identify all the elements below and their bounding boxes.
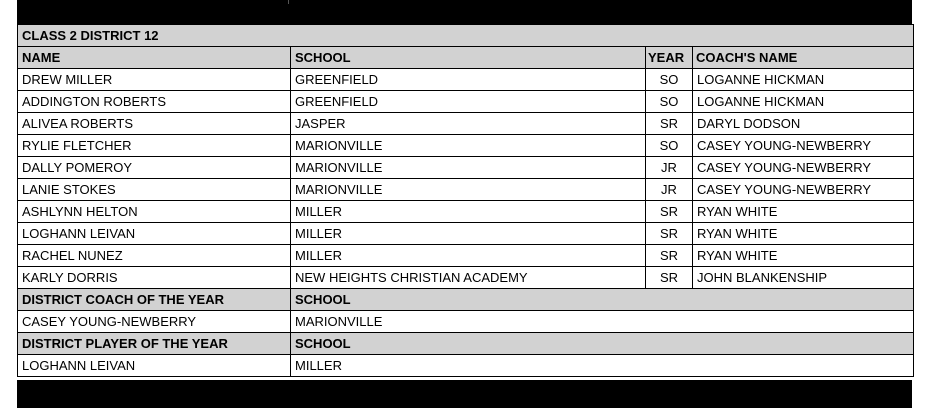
player-of-year-label: DISTRICT PLAYER OF THE YEAR	[18, 333, 291, 355]
table-row	[18, 201, 914, 223]
all-district-table	[17, 24, 914, 377]
coach-of-year-name: CASEY YOUNG-NEWBERRY	[18, 311, 291, 333]
player-coach: CASEY YOUNG-NEWBERRY	[693, 179, 914, 201]
player-name: KARLY DORRIS	[18, 267, 291, 289]
player-name: RYLIE FLETCHER	[18, 135, 291, 157]
bottom-black-bar	[17, 380, 912, 408]
player-name: ASHLYNN HELTON	[18, 201, 291, 223]
coach-of-year-school-label: SCHOOL	[291, 289, 914, 311]
player-name: RACHEL NUNEZ	[18, 245, 291, 267]
player-coach: RYAN WHITE	[693, 245, 914, 267]
player-year: JR	[646, 179, 693, 201]
player-school: MARIONVILLE	[291, 135, 646, 157]
player-coach: JOHN BLANKENSHIP	[693, 267, 914, 289]
player-school: MARIONVILLE	[291, 179, 646, 201]
table-row	[18, 135, 914, 157]
player-name: ADDINGTON ROBERTS	[18, 91, 291, 113]
table-row	[18, 69, 914, 91]
player-name: ALIVEA ROBERTS	[18, 113, 291, 135]
header-coach: COACH'S NAME	[693, 47, 914, 69]
player-coach: LOGANNE HICKMAN	[693, 91, 914, 113]
player-year: SO	[646, 91, 693, 113]
divider	[288, 0, 289, 4]
table-row	[18, 179, 914, 201]
player-of-year-school: MILLER	[291, 355, 914, 377]
player-coach: RYAN WHITE	[693, 201, 914, 223]
player-year: SR	[646, 245, 693, 267]
player-of-year-row	[18, 355, 914, 377]
player-coach: DARYL DODSON	[693, 113, 914, 135]
coach-of-year-row	[18, 311, 914, 333]
player-school: MILLER	[291, 245, 646, 267]
player-coach: LOGANNE HICKMAN	[693, 69, 914, 91]
header-school: SCHOOL	[291, 47, 646, 69]
player-school: GREENFIELD	[291, 69, 646, 91]
district-title-row	[18, 25, 914, 47]
table-row	[18, 113, 914, 135]
header-row	[18, 47, 914, 69]
coach-of-year-school: MARIONVILLE	[291, 311, 914, 333]
table-row	[18, 267, 914, 289]
player-school: GREENFIELD	[291, 91, 646, 113]
table-row	[18, 91, 914, 113]
player-name: DREW MILLER	[18, 69, 291, 91]
header-name: NAME	[18, 47, 291, 69]
player-of-year-school-label: SCHOOL	[291, 333, 914, 355]
player-year: JR	[646, 157, 693, 179]
table-row	[18, 245, 914, 267]
player-year: SR	[646, 223, 693, 245]
player-school: JASPER	[291, 113, 646, 135]
player-of-year-name: LOGHANN LEIVAN	[18, 355, 291, 377]
header-year: YEAR	[646, 47, 693, 69]
player-school: NEW HEIGHTS CHRISTIAN ACADEMY	[291, 267, 646, 289]
player-year: SR	[646, 113, 693, 135]
player-coach: CASEY YOUNG-NEWBERRY	[693, 135, 914, 157]
player-year: SO	[646, 69, 693, 91]
player-coach: CASEY YOUNG-NEWBERRY	[693, 157, 914, 179]
table-row	[18, 223, 914, 245]
player-coach: RYAN WHITE	[693, 223, 914, 245]
table-row	[18, 157, 914, 179]
player-of-year-header-row	[18, 333, 914, 355]
coach-of-year-label: DISTRICT COACH OF THE YEAR	[18, 289, 291, 311]
player-year: SR	[646, 201, 693, 223]
player-year: SO	[646, 135, 693, 157]
player-year: SR	[646, 267, 693, 289]
player-name: LANIE STOKES	[18, 179, 291, 201]
player-name: LOGHANN LEIVAN	[18, 223, 291, 245]
top-black-bar	[17, 0, 912, 24]
player-school: MARIONVILLE	[291, 157, 646, 179]
player-school: MILLER	[291, 201, 646, 223]
player-school: MILLER	[291, 223, 646, 245]
coach-of-year-header-row	[18, 289, 914, 311]
district-title: CLASS 2 DISTRICT 12	[18, 25, 914, 47]
player-name: DALLY POMEROY	[18, 157, 291, 179]
